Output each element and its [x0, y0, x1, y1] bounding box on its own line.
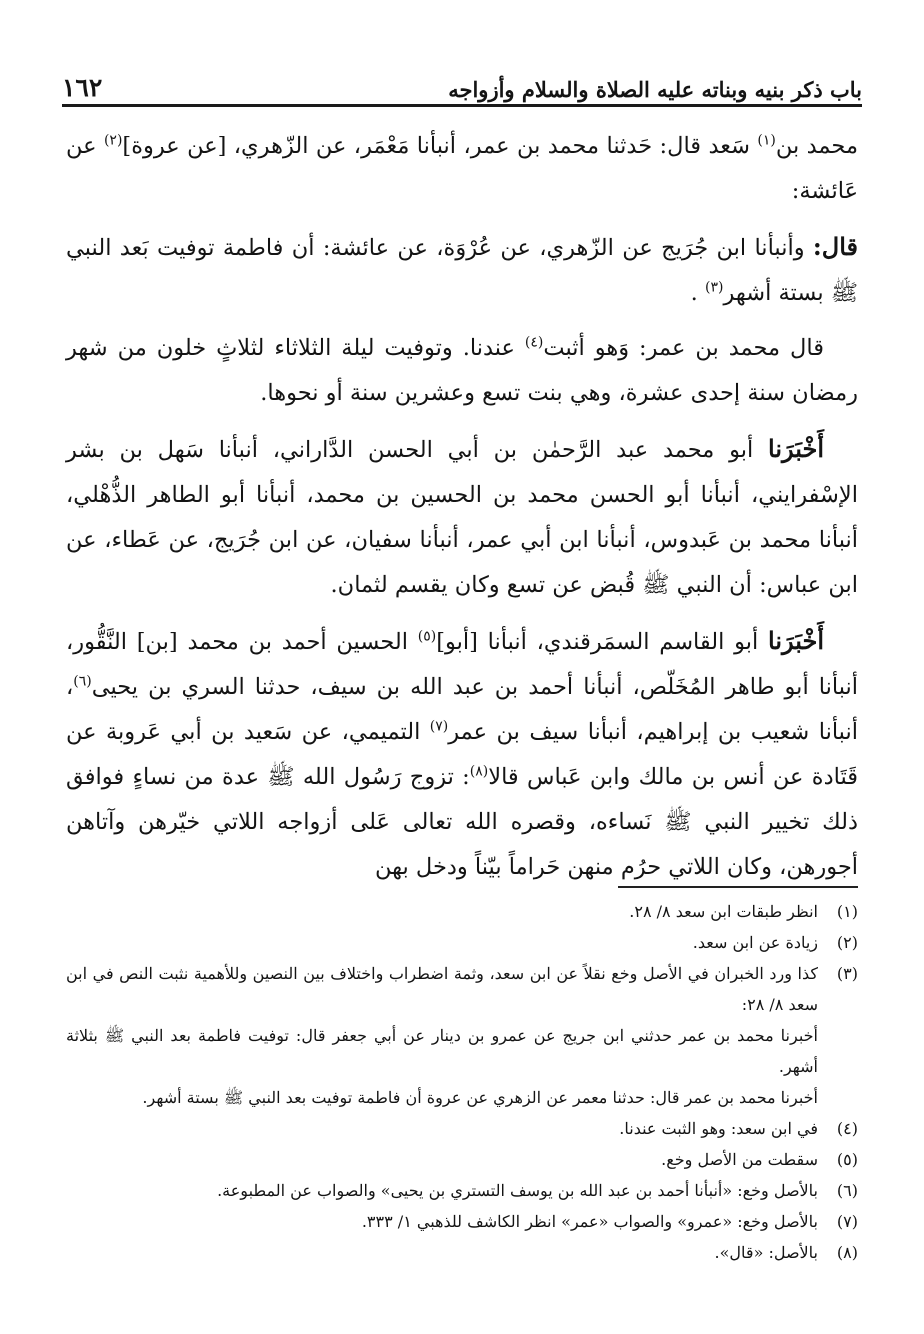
- footnote-number: (٨): [836, 1243, 858, 1262]
- text: سَعد قال: حَدثنا محمد بن عمر، أنبأنا مَعْمَر، عن الزّهري، [عن عروة]: [122, 133, 758, 159]
- paragraph-1: [66, 124, 858, 214]
- paragraph-4: [66, 426, 858, 608]
- text: وأنبأنا ابن جُرَيج عن الزّهري، عن عُرْوَة، عن عائشة: أن فاطمة توفيت بَعد النبي ﷺ بستة أشهر: [66, 235, 858, 306]
- footnote-4: [66, 1113, 858, 1144]
- text: محمد بن: [775, 133, 858, 159]
- footnote-line: بالأصل وخع: «أنبأنا أحمد بن عبد الله بن يوسف التستري بن يحيى» والصواب عن المطبوعة.: [217, 1181, 818, 1200]
- footnote-number: (٧): [836, 1212, 858, 1231]
- footnote-ref-3[interactable]: (٣): [704, 279, 724, 296]
- page-number: ١٦٢: [62, 73, 103, 102]
- footnote-number: (٣): [836, 964, 858, 983]
- footnote-7: [66, 1206, 858, 1237]
- main-text: [66, 124, 858, 900]
- text: : تزوج رَسُول الله ﷺ عدة من نساءٍ فوافق ذلك تخيير النبي ﷺ نَساءه، وقصره الله تعالى عَلى أزواجه اللاتي خيّرهن وآتاهن أجورهن، وكان اللاتي حرُم منهن حَراماً بيّناً ودخل بهن: [66, 764, 858, 880]
- footnote-text: [66, 1144, 818, 1175]
- text: عن عَائشة:: [66, 133, 858, 204]
- footnote-number: (٦): [836, 1181, 858, 1200]
- footnote-number: (٤): [836, 1119, 858, 1138]
- footnote-ref-4[interactable]: (٤): [524, 334, 544, 351]
- footnote-text: [66, 1175, 818, 1206]
- chapter-title: باب ذكر بنيه وبناته عليه الصلاة والسلام وأزواجه: [448, 77, 862, 102]
- footnote-text: [66, 958, 818, 1113]
- text: أبو القاسم السمَرقندي، أنبأنا [أبو]: [436, 629, 769, 655]
- footnote-6: [66, 1175, 858, 1206]
- footnote-line: بالأصل وخع: «عمرو» والصواب «عمر» انظر الكاشف للذهبي ١/ ٣٣٣.: [361, 1212, 818, 1231]
- footnote-ref-5[interactable]: (٥): [417, 628, 437, 645]
- footnote-number: (٢): [836, 933, 858, 952]
- paragraph-lead: أَخْبَرَنا: [768, 626, 824, 655]
- footnote-number: (١): [836, 902, 858, 921]
- text: أبو محمد عبد الرَّحمٰن بن أبي الحسن الدَّاراني، أنبأنا سَهل بن بشر الإسْفرايني، أنبأنا أبو الحسن محمد بن الحسين بن محمد، أنبأنا أبو الطاهر الذُّهْلي، أنبأنا محمد بن عَبدوس، أنبأنا ابن أبي عمر، أنبأنا سفيان، عن ابن جُرَيج، عن عَطاء، عن ابن عباس: أن النبي ﷺ قُبض عن تسع وكان يقسم لثمان.: [66, 437, 858, 598]
- running-header: [62, 62, 862, 102]
- footnote-ref-2[interactable]: (٢): [103, 132, 123, 149]
- paragraph-5: [66, 618, 858, 890]
- footnote-number: (٥): [836, 1150, 858, 1169]
- footnote-line: زيادة عن ابن سعد.: [692, 933, 818, 952]
- text: ، أنبأنا شعيب بن إبراهيم، أنبأنا سيف بن عمر: [66, 674, 858, 745]
- footnote-line: في ابن سعد: وهو الثبت عندنا.: [619, 1119, 818, 1138]
- footnote-5: [66, 1144, 858, 1175]
- footnote-ref-1[interactable]: (١): [757, 132, 776, 149]
- footnote-1: [66, 896, 858, 927]
- footnote-line: انظر طبقات ابن سعد ٨/ ٢٨.: [629, 902, 818, 921]
- footnote-2: [66, 927, 858, 958]
- text: .: [690, 280, 705, 306]
- paragraph-lead: قال:: [812, 232, 858, 261]
- footnote-line: بالأصل: «قال».: [714, 1243, 818, 1262]
- text: عندنا. وتوفيت ليلة الثلاثاء لثلاثٍ خلون من شهر رمضان سنة إحدى عشرة، وهي بنت تسع وعشرين سنة أو نحوها.: [66, 335, 858, 406]
- footnote-separator: [618, 886, 858, 888]
- paragraph-lead: أَخْبَرَنا: [768, 434, 824, 463]
- footnote-text: [66, 1237, 818, 1268]
- footnote-text: [66, 927, 818, 958]
- footnote-8: [66, 1237, 858, 1268]
- text: قال محمد بن عمر: وَهو أثبت: [543, 335, 824, 361]
- footnote-line: أخبرنا محمد بن عمر حدثني ابن جريج عن عمرو بن دينار عن أبي جعفر قال: توفيت فاطمة بعد النبي ﷺ بثلاثة أشهر.: [66, 1026, 818, 1076]
- footnote-ref-8[interactable]: (٨): [469, 763, 489, 780]
- footnote-line: كذا ورد الخبران في الأصل وخع نقلاً عن ابن سعد، وثمة اضطراب واختلاف بين النصين وللأهمية نثبت النص في ابن سعد ٨/ ٢٨:: [66, 964, 818, 1014]
- footnote-3: [66, 958, 858, 1113]
- footnote-ref-6[interactable]: (٦): [73, 673, 92, 690]
- footnote-text: [66, 1113, 818, 1144]
- footnote-line: أخبرنا محمد بن عمر قال: حدثنا معمر عن الزهري عن عروة أن فاطمة توفيت بعد النبي ﷺ بستة أشهر.: [142, 1088, 818, 1107]
- text: الحسين أحمد بن محمد [بن] النَّقُّور، أنبأنا أبو طاهر المُخَلّص، أنبأنا أحمد بن عبد الله بن سيف، حدثنا السري بن يحيى: [66, 629, 858, 700]
- text: التميمي، عن سَعيد بن أبي عَروبة عن قَتَادة عن أنس بن مالك وابن عَباس قالا: [66, 719, 858, 790]
- header-rule: [62, 104, 862, 107]
- footnote-text: [66, 1206, 818, 1237]
- paragraph-3: [66, 326, 858, 416]
- footnote-line: سقطت من الأصل وخع.: [661, 1150, 818, 1169]
- paragraph-2: [66, 224, 858, 316]
- footnote-text: [66, 896, 818, 927]
- footnote-ref-7[interactable]: (٧): [429, 718, 449, 735]
- footnotes: [66, 896, 858, 1268]
